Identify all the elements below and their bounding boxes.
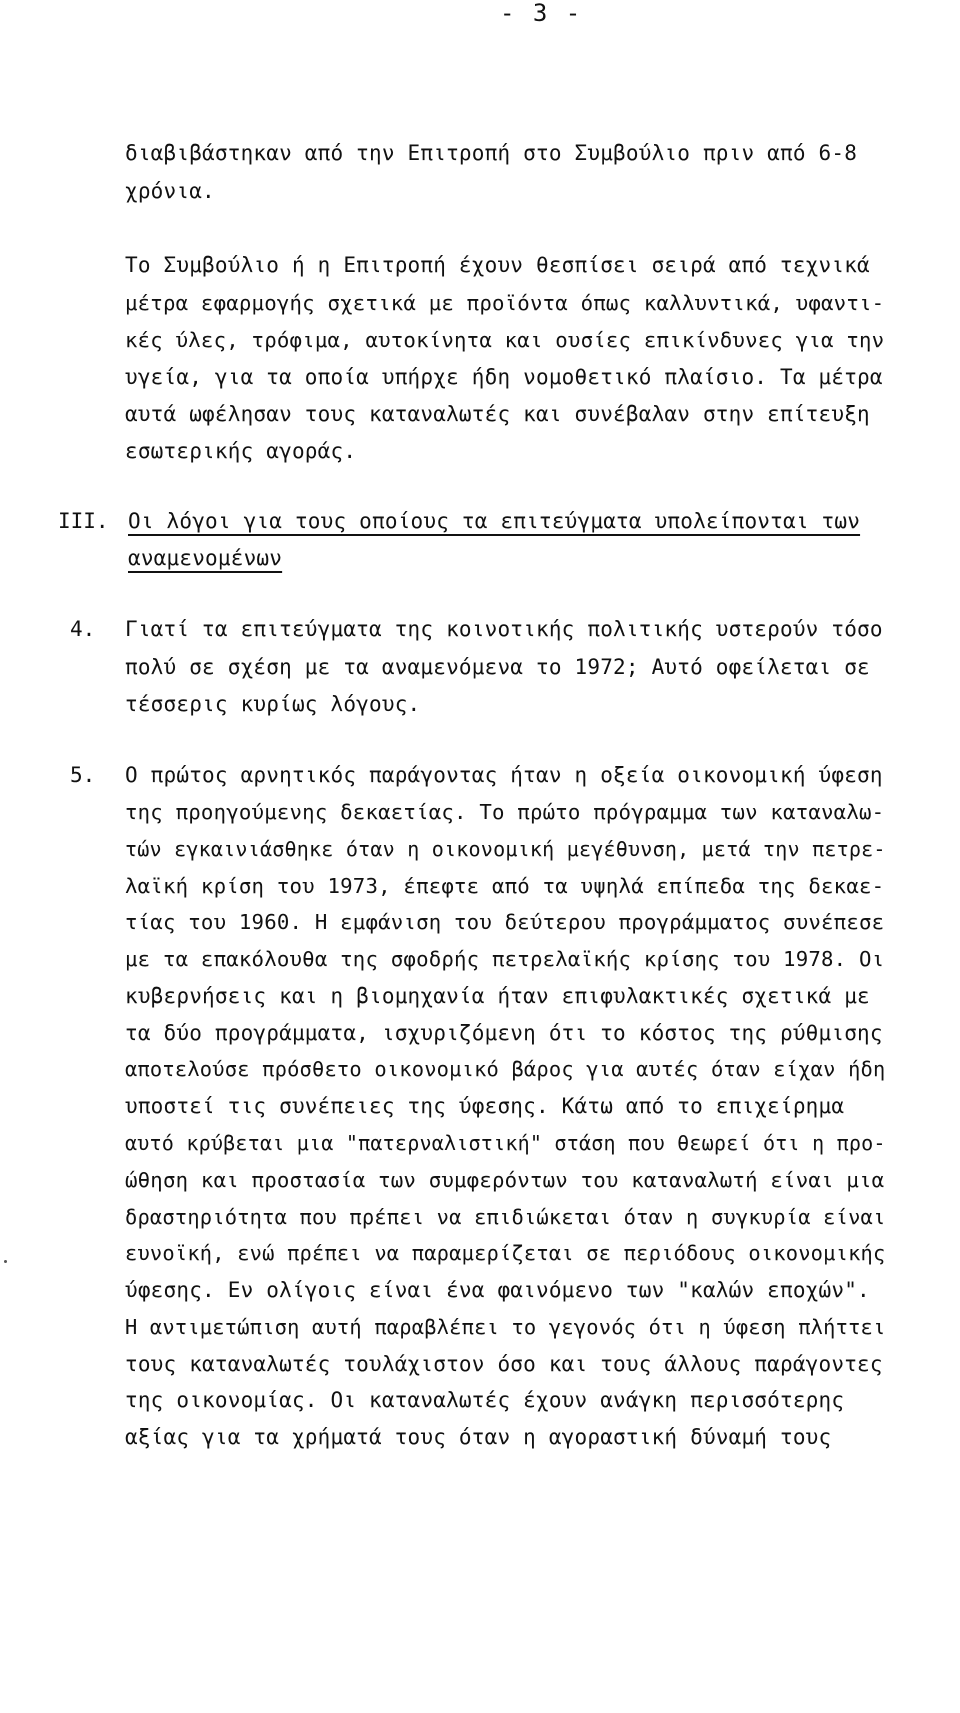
- text-line: ώθηση και προστασία των συμφερόντων του καταναλωτή είναι μια: [125, 1168, 885, 1192]
- section-heading-line: αναμενομένων: [128, 546, 283, 570]
- text-line: κές ύλες, τρόφιμα, αυτοκίνητα και ουσίες επικίνδυνες για την: [125, 328, 885, 352]
- text-line: τέσσερις κυρίως λόγους.: [125, 692, 421, 716]
- text-line: τών εγκαινιάσθηκε όταν η οικονομική μεγέθυνση, μετά την πετρε-: [125, 837, 886, 861]
- text-line: υγεία, για τα οποία υπήρχε ήδη νομοθετικό πλαίσιο. Τα μέτρα: [125, 365, 883, 389]
- text-line: με τα επακόλουθα της σφοδρής πετρελαϊκής κρίσης του 1978. Οι: [125, 947, 885, 971]
- page-number: - 3 -: [500, 0, 583, 27]
- text-line: Η αντιμετώπιση αυτή παραβλέπει το γεγονός ότι η ύφεση πλήττει: [125, 1315, 886, 1339]
- text-line: τα δύο προγράμματα, ισχυριζόμενη ότι το κόστος της ρύθμισης: [125, 1021, 883, 1045]
- scan-speck: [4, 1260, 7, 1263]
- text-line: Γιατί τα επιτεύγματα της κοινοτικής πολιτικής υστερούν τόσο: [125, 617, 883, 641]
- text-line: της προηγούμενης δεκαετίας. Το πρώτο πρόγραμμα των καταναλω-: [125, 800, 885, 824]
- text-line: αυτό κρύβεται μια "πατερναλιστική" στάση που θεωρεί ότι η προ-: [125, 1131, 886, 1155]
- text-line: αξίας για τα χρήματά τους όταν η αγοραστική δύναμή τους: [125, 1425, 832, 1449]
- text-line: διαβιβάστηκαν από την Επιτροπή στο Συμβούλιο πριν από 6-8: [125, 141, 858, 165]
- text-line: μέτρα εφαρμογής σχετικά με προϊόντα όπως καλλυντικά, υφαντι-: [125, 291, 885, 315]
- section-numeral: III.: [58, 509, 109, 533]
- text-line: υποστεί τις συνέπειες της ύφεσης. Κάτω από το επιχείρημα: [125, 1094, 845, 1118]
- paragraph-number: 4.: [70, 617, 96, 641]
- text-line: λαϊκή κρίση του 1973, έπεφτε από τα υψηλά επίπεδα της δεκαε-: [125, 874, 885, 898]
- text-line: κυβερνήσεις και η βιομηχανία ήταν επιφυλακτικές σχετικά με: [125, 984, 870, 1008]
- text-line: τους καταναλωτές τουλάχιστον όσο και τους άλλους παράγοντες: [125, 1352, 883, 1376]
- text-line: δραστηριότητα που πρέπει να επιδιώκεται όταν η συγκυρία είναι: [125, 1205, 886, 1229]
- text-line: εσωτερικής αγοράς.: [125, 439, 357, 463]
- section-heading-line: Οι λόγοι για τους οποίους τα επιτεύγματα υπολείπονται των: [128, 509, 861, 533]
- text-line: χρόνια.: [125, 179, 215, 203]
- paragraph-number: 5.: [70, 763, 96, 787]
- text-line: της οικονομίας. Οι καταναλωτές έχουν ανάγκη περισσότερης: [125, 1388, 845, 1412]
- text-line: τίας του 1960. Η εμφάνιση του δεύτερου προγράμματος συνέπεσε: [125, 910, 885, 934]
- text-line: Ο πρώτος αρνητικός παράγοντας ήταν η οξεία οικονομική ύφεση: [125, 763, 883, 787]
- text-line: ύφεσης. Εν ολίγοις είναι ένα φαινόμενο των "καλών εποχών".: [125, 1278, 870, 1302]
- text-line: ευνοϊκή, ενώ πρέπει να παραμερίζεται σε περιόδους οικονομικής: [125, 1241, 886, 1265]
- text-line: αποτελούσε πρόσθετο οικονομικό βάρος για αυτές όταν είχαν ήδη: [125, 1057, 886, 1081]
- text-line: πολύ σε σχέση με τα αναμενόμενα το 1972; Αυτό οφείλεται σε: [125, 655, 870, 679]
- text-line: αυτά ωφέλησαν τους καταναλωτές και συνέβαλαν στην επίτευξη: [125, 402, 870, 426]
- text-line: Το Συμβούλιο ή η Επιτροπή έχουν θεσπίσει σειρά από τεχνικά: [125, 253, 870, 277]
